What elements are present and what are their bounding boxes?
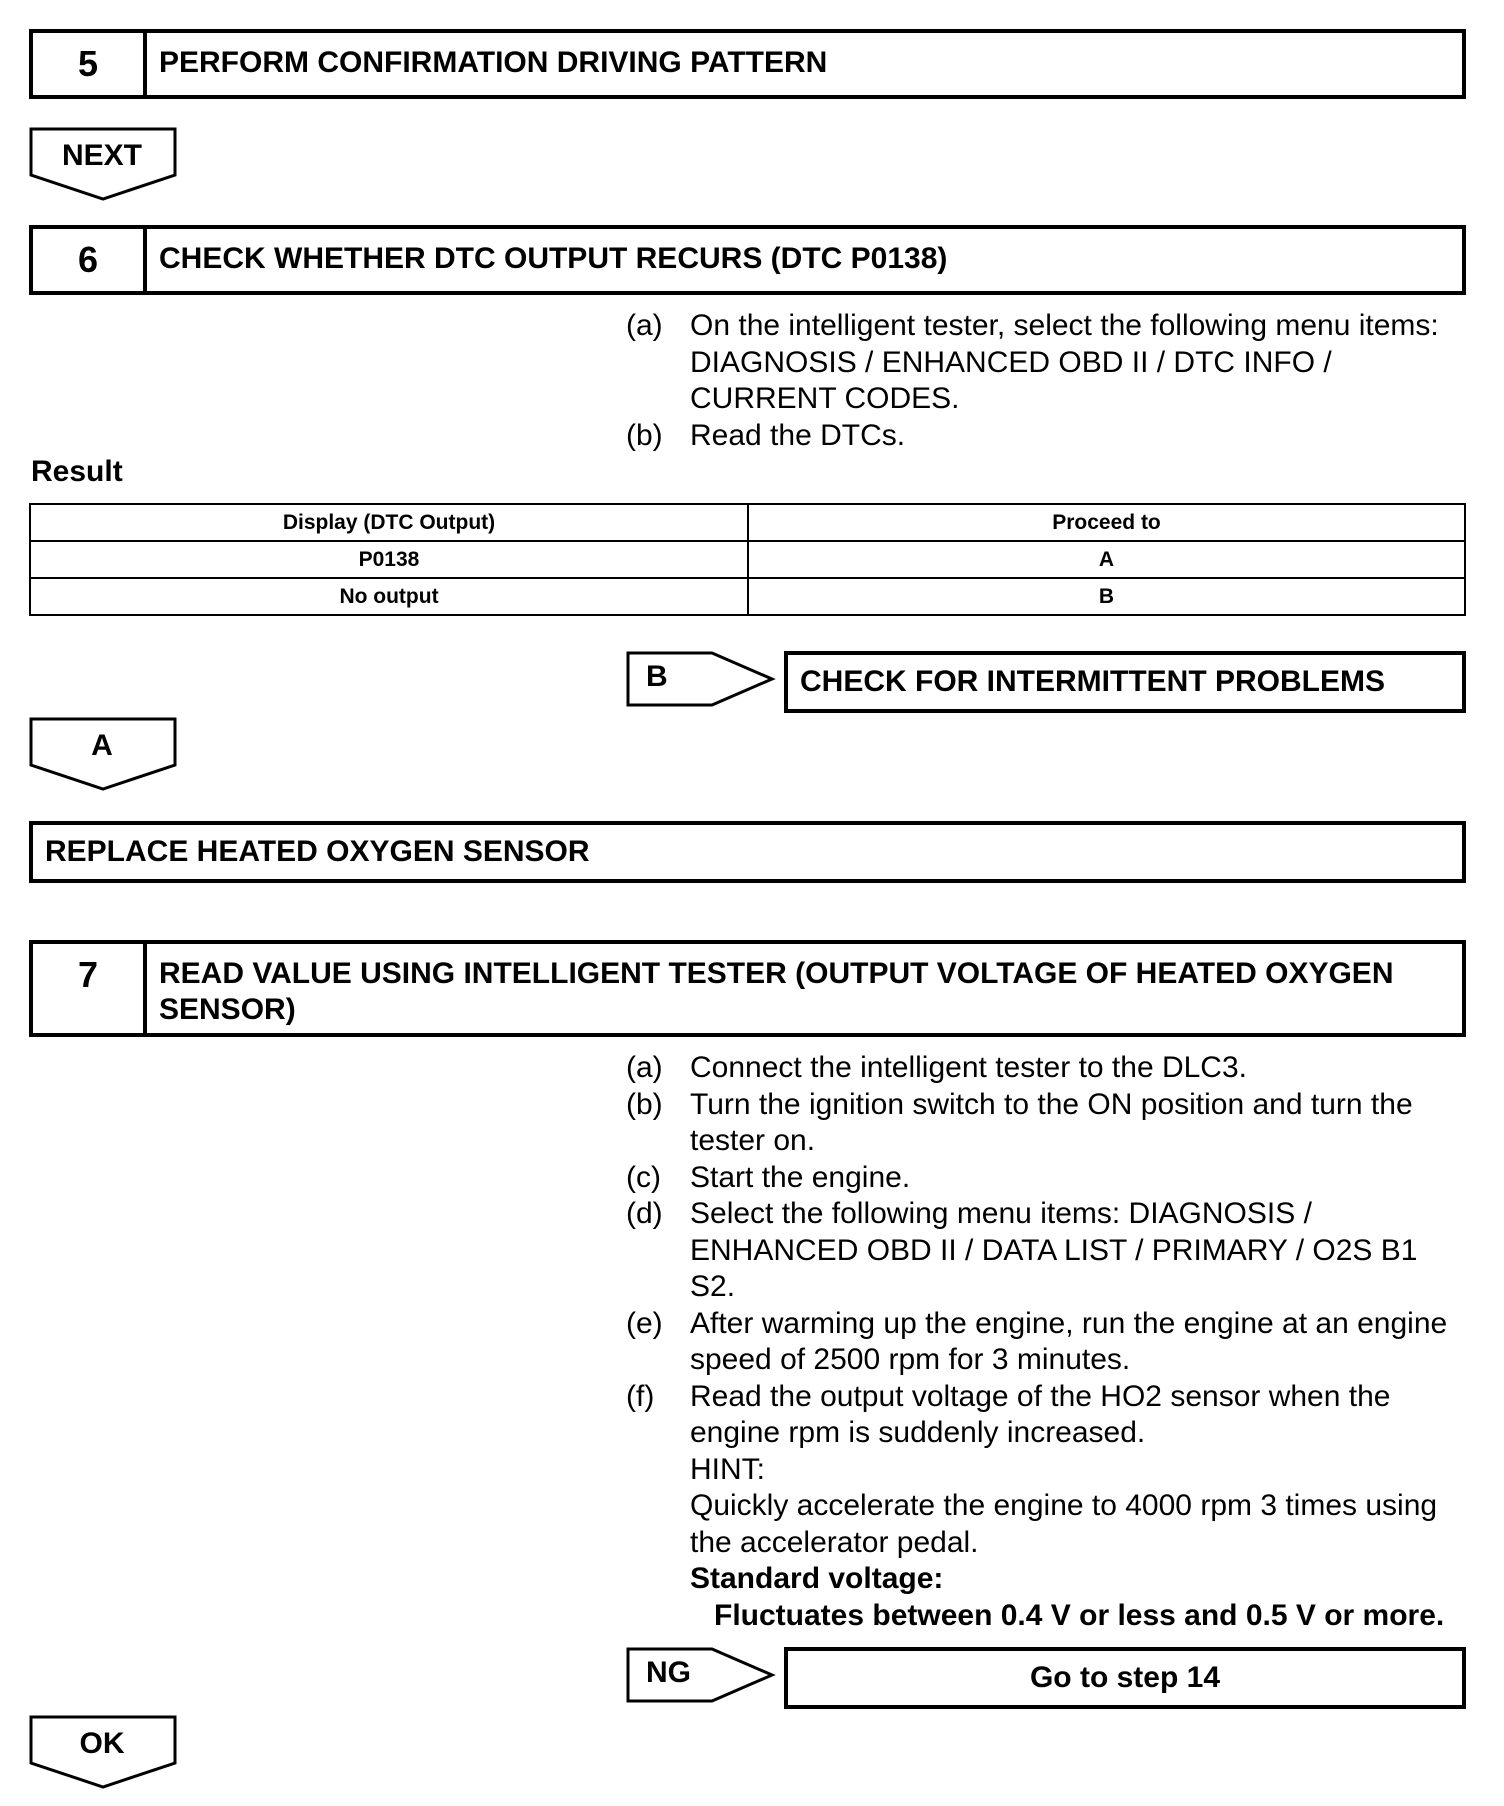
instruction-item: (b) Read the DTCs.: [626, 418, 906, 452]
hint-label: HINT:: [690, 1452, 765, 1486]
table-header-cell: Display (DTC Output): [30, 504, 748, 541]
step-title: [147, 944, 1462, 1033]
result-label: Result: [31, 455, 123, 488]
table-cell: P0138: [30, 541, 748, 578]
step-number: 7: [33, 944, 147, 1033]
step-title-line: SENSOR): [159, 993, 296, 1026]
step-number: 5: [33, 33, 147, 95]
branch-b-label: B: [646, 660, 668, 693]
instruction-item: (e) After warming up the engine, run the engine at an engine speed of 2500 rpm for 3 minutes.: [626, 1306, 1448, 1376]
branch-b-action: CHECK FOR INTERMITTENT PROBLEMS: [784, 651, 1466, 713]
branch-ng-label: NG: [646, 1656, 691, 1689]
branch-b-arrow: [626, 651, 776, 707]
table-header-row: [30, 504, 1465, 541]
next-label: NEXT: [61, 139, 142, 172]
instruction-item: (a) On the intelligent tester, select the following menu items: DIAGNOSIS / ENHANCED OBD II / DTC INFO / CURRENT CODES.: [626, 309, 1439, 415]
branch-a-label: A: [91, 729, 113, 762]
table-cell: B: [748, 578, 1465, 615]
step-7-instructions: [626, 1050, 1466, 1634]
table-cell: No output: [30, 578, 748, 615]
next-flow-marker: [29, 127, 177, 203]
step-title: CHECK WHETHER DTC OUTPUT RECURS (DTC P0138): [159, 242, 948, 275]
ok-label: OK: [79, 1727, 125, 1760]
step-6-instructions: [626, 308, 1466, 454]
instruction-item: (d) Select the following menu items: DIAGNOSIS / ENHANCED OBD II / DATA LIST / PRIMARY / O2S B1 S2.: [626, 1197, 1418, 1303]
step-7-header: [29, 940, 1466, 1037]
table-row: [30, 541, 1465, 578]
hint-text: Quickly accelerate the engine to 4000 rpm 3 times using the accelerator pedal.: [690, 1489, 1438, 1559]
table-cell: A: [748, 541, 1465, 578]
instruction-item: (c) Start the engine.: [626, 1160, 911, 1194]
step-title-line: READ VALUE USING INTELLIGENT TESTER (OUTPUT VOLTAGE OF HEATED OXYGEN: [159, 957, 1394, 990]
standard-voltage-value: Fluctuates between 0.4 V or less and 0.5 V or more.: [714, 1598, 1445, 1632]
instruction-item: (f) Read the output voltage of the HO2 sensor when the engine rpm is suddenly increased. HINT: Quickly accelerate the engine to 4000 rpm 3 times using the accelerator pedal. Standard voltage: Fluctuates between 0.4 V or less and 0.5 V or more.: [626, 1379, 1466, 1635]
branch-a-flow-marker: [29, 717, 177, 793]
step-title: PERFORM CONFIRMATION DRIVING PATTERN: [159, 46, 828, 79]
table-header-cell: Proceed to: [748, 504, 1465, 541]
branch-ng-arrow: [626, 1647, 776, 1703]
standard-voltage-label: Standard voltage:: [690, 1562, 944, 1595]
branch-ng-action: Go to step 14: [784, 1647, 1466, 1709]
result-table: [29, 503, 1466, 616]
step-6-header: [29, 225, 1466, 295]
table-row: [30, 578, 1465, 615]
ok-flow-marker: [29, 1715, 177, 1791]
instruction-item: (a) Connect the intelligent tester to the DLC3.: [626, 1051, 1247, 1084]
step-number: 6: [33, 229, 147, 291]
step-5-header: [29, 29, 1466, 99]
instruction-item: (b) Turn the ignition switch to the ON position and turn the tester on.: [626, 1087, 1413, 1157]
replace-action-box: REPLACE HEATED OXYGEN SENSOR: [29, 821, 1466, 883]
